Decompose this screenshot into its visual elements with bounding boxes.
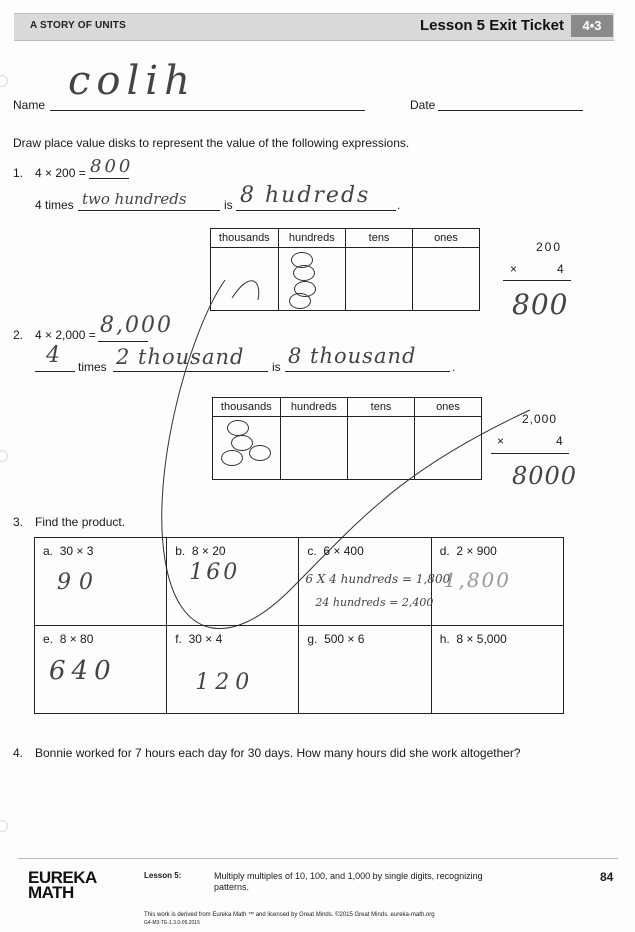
name-field[interactable] [50,110,365,111]
pv1-col-tens: tens [346,229,413,248]
date-field[interactable] [438,110,583,111]
cell-d-expr: 2 × 900 [456,544,497,558]
pv1-cell-thousands[interactable] [211,248,279,311]
pv1-col-hundreds: hundreds [278,229,345,248]
cell-a-answer: 90 [57,570,101,595]
pv2-col-hundreds: hundreds [280,398,347,417]
logo-line1: EUREKA [28,868,97,887]
problem2-blank0: 4 [46,343,60,368]
problem2-period: . [452,360,456,374]
pv2-cell-hundreds[interactable] [280,417,347,480]
footer-credit: This work is derived from Eureka Math ™ and licensed by Great Minds. ©2015 Great Minds. eureka-math.org [144,912,435,918]
problem1-alg-op: × [510,262,518,276]
cell-g-expr: 500 × 6 [324,632,365,646]
logo-line2: MATH [28,883,74,902]
pv1-cell-tens[interactable] [346,248,413,311]
problem3-number: 3. [13,515,24,529]
problem1-expression: 4 × 200 = [35,166,86,180]
problem1-times-label: 4 times [35,198,74,212]
binder-hole-top [0,75,8,87]
problem3-cell-g[interactable] [299,626,431,714]
problem2-alg-op: × [497,434,505,448]
footer-lesson: Lesson 5: [144,871,182,880]
series-title: A STORY OF UNITS [30,20,126,31]
name-label: Name [13,98,46,112]
problem1-blank1-line [78,210,220,211]
problem2-times-label: times [78,360,107,374]
cell-e-label: e. [43,632,54,646]
problem1-alg-result: 800 [512,288,569,321]
cell-g-label: g. [307,632,318,646]
cell-b-answer: 160 [189,560,241,585]
pv1-col-thousands: thousands [211,229,279,248]
problem3-cell-h[interactable] [431,626,563,714]
place-value-disk [227,420,249,436]
problem2-answer: 8,000 [100,313,173,338]
problem1-alg-bottom: 4 [557,262,564,276]
problem3-cell-c[interactable] [299,538,451,626]
page-number: 84 [600,870,614,884]
problem4-number: 4. [13,746,24,760]
pv2-col-ones: ones [414,398,481,417]
lesson-title: Lesson 5 Exit Ticket [420,17,564,34]
problem4-text: Bonnie worked for 7 hours each day for 30 days. How many hours did she work altogether? [35,746,521,760]
pv2-col-thousands: thousands [213,398,281,417]
cell-f-answer: 120 [195,670,256,695]
place-value-disk [221,450,243,466]
footer-divider [18,858,618,859]
place-value-disk [293,265,315,281]
cell-e-expr: 8 × 80 [59,632,94,646]
problem2-alg-bottom: 4 [556,434,563,448]
problem1-place-value-chart [210,228,480,311]
pv2-cell-ones[interactable] [414,417,481,480]
problem1-blank1: two hundreds [82,190,187,208]
cell-b-expr: 8 × 20 [191,544,226,558]
problem1-is-label: is [224,198,233,212]
name-value: colih [68,58,196,104]
cell-d-answer: 1,800 [443,568,511,592]
cell-a-label: a. [43,544,54,558]
problem3-cell-a[interactable] [35,538,167,626]
cell-f-expr: 30 × 4 [188,632,223,646]
problem2-blank1: 2 thousand [116,345,245,369]
cell-a-expr: 30 × 3 [59,544,94,558]
cell-c-answer: 6 X 4 hundreds = 1,800 [305,572,451,586]
problem1-answer-line [89,178,129,179]
instructions: Draw place value disks to represent the value of the following expressions. [13,136,410,150]
footer-description: Multiply multiples of 10, 100, and 1,000 by single digits, recognizing patterns. [214,871,483,892]
cell-b-label: b. [175,544,186,558]
problem2-answer-line [98,341,148,342]
pv1-col-ones: ones [412,229,479,248]
cell-c-work: 24 hundreds = 2,400 [315,596,434,609]
place-value-disk [249,445,271,461]
cell-e-answer: 640 [49,656,117,686]
problem2-blank0-line [35,371,75,372]
problem2-place-value-chart [212,397,482,480]
problem3-cell-d[interactable] [431,538,563,626]
problem1-alg-line [503,280,571,281]
problem3-title: Find the product. [35,515,126,529]
problem2-alg-line [491,453,569,454]
cell-d-label: d. [439,544,450,558]
problem1-blank2-line [236,210,396,211]
pv1-cell-hundreds[interactable] [278,248,345,311]
problem3-cell-f[interactable] [167,626,299,714]
cell-c-expr: 6 × 400 [323,544,364,558]
problem1-answer: 800 [90,156,134,177]
problem3-cell-b[interactable] [167,538,299,626]
eureka-math-logo [28,870,97,900]
cell-f-label: f. [175,632,182,646]
cell-c-label: c. [307,544,317,558]
pv2-col-tens: tens [348,398,415,417]
problem2-number: 2. [13,328,24,342]
pv2-cell-tens[interactable] [348,417,415,480]
problem2-blank2: 8 thousand [288,344,417,368]
cell-h-expr: 8 × 5,000 [456,632,507,646]
date-label: Date [410,98,436,112]
problem3-grid [34,537,564,714]
problem2-expression: 4 × 2,000 = [35,328,96,342]
binder-hole-middle [0,450,8,462]
problem3-cell-e[interactable] [35,626,167,714]
problem1-period: . [397,198,401,212]
problem1-alg-top: 200 [536,240,563,254]
pv2-cell-thousands[interactable] [213,417,281,480]
problem2-is-label: is [272,360,281,374]
binder-hole-bottom [0,820,8,832]
problem2-blank2-line [285,371,450,372]
pv1-cell-ones[interactable] [412,248,479,311]
problem2-alg-result: 8000 [512,462,578,490]
place-value-disk [289,293,311,309]
problem1-number: 1. [13,166,24,180]
problem2-alg-top: 2,000 [522,412,558,426]
problem2-blank1-line [113,371,268,372]
problem1-blank2: 8 hudreds [240,183,371,208]
cell-h-label: h. [439,632,450,646]
footer-code: G4-M3-TE-1.3.0-05.2015 [144,920,200,926]
grade-badge: 4•3 [571,15,613,37]
